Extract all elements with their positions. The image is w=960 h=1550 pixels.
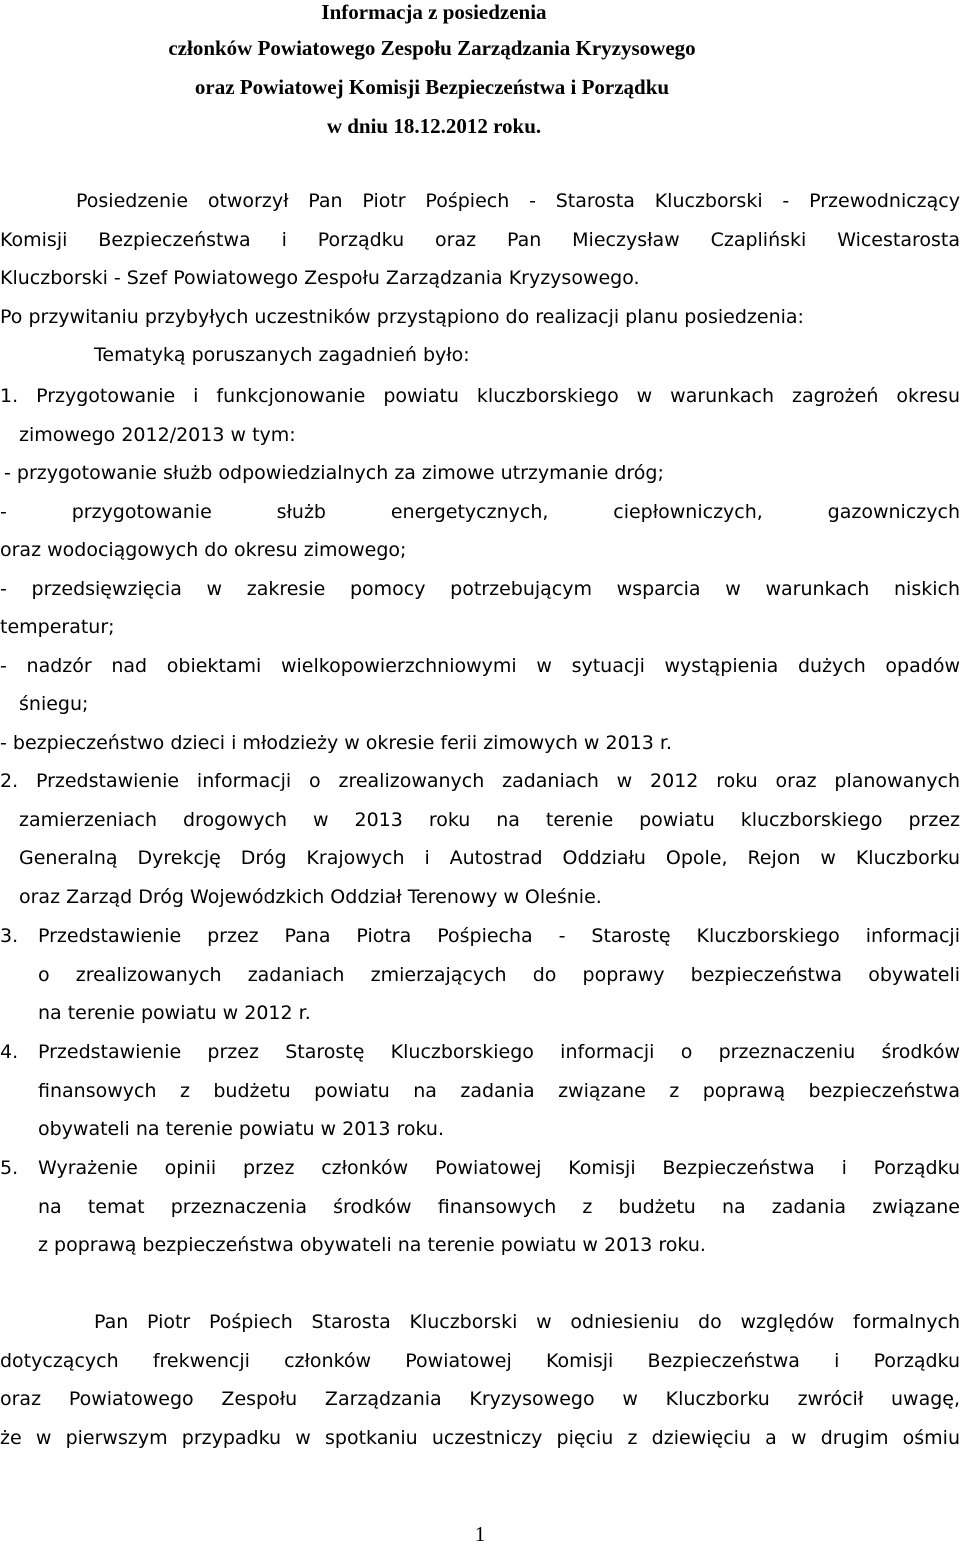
document-title-line-3: oraz Powiatowej Komisji Bezpieczeństwa i Porządku — [194, 75, 670, 99]
agenda-item-1-line-6: - przedsięwzięcia w zakresie pomocy potrzebującym wsparcia w warunkach niskich — [0, 577, 960, 600]
intro-line-3: Kluczborski - Szef Powiatowego Zespołu Zarządzania Kryzysowego. — [0, 267, 640, 289]
agenda-item-5-line-3: z poprawą bezpieczeństwa obywateli na terenie powiatu w 2013 roku. — [38, 1234, 706, 1256]
agenda-item-1-line-4: - przygotowanie służb energetycznych, ciepłowniczych, gazowniczych — [0, 500, 960, 523]
closing-paragraph — [0, 1303, 960, 1457]
agenda-item-1-line-8: - nadzór nad obiektami wielkopowierzchniowymi w sytuacji wystąpienia dużych opadów — [0, 654, 960, 677]
closing-line-1: Pan Piotr Pośpiech Starosta Kluczborski w odniesieniu do względów formalnych — [94, 1311, 960, 1333]
agenda-item-1-line-5: oraz wodociągowych do okresu zimowego; — [0, 539, 407, 561]
agenda-item-4-line-1: Przedstawienie przez Starostę Kluczborskiego informacji o przeznaczeniu środków — [38, 1041, 960, 1063]
agenda-item-4-number: 4. — [0, 1041, 19, 1063]
agenda-item-2 — [0, 762, 960, 916]
document-title-date: w dniu 18.12.2012 roku. — [326, 114, 542, 138]
agenda-item-2-line-3: Generalną Dyrekcję Dróg Krajowych i Autostrad Oddziału Opole, Rejon w Kluczborku — [19, 847, 960, 869]
agenda-item-3-line-1: Przedstawienie przez Pana Piotra Pośpiecha - Starostę Kluczborskiego informacji — [38, 925, 960, 947]
agenda-item-1-line-2: zimowego 2012/2013 w tym: — [19, 423, 296, 446]
intro-line-1: Posiedzenie otworzył Pan Piotr Pośpiech - Starosta Kluczborski - Przewodniczący — [76, 190, 960, 212]
agenda-item-1-line-1: 1. Przygotowanie i funkcjonowanie powiatu kluczborskiego w warunkach zagrożeń okresu — [0, 385, 960, 407]
agenda-item-1-line-9: śniegu; — [19, 693, 89, 715]
agenda-item-3 — [0, 917, 960, 1033]
closing-line-4: że w pierwszym przypadku w spotkaniu uczestniczy pięciu z dziewięciu a w drugim ośmiu — [0, 1426, 960, 1449]
intro-paragraph — [0, 182, 960, 375]
agenda-heading: Tematyką poruszanych zagadnień było: — [94, 344, 470, 366]
agenda-item-3-line-2: o zrealizowanych zadaniach zmierzających do poprawy bezpieczeństwa obywateli — [38, 963, 960, 986]
agenda-item-1-line-3: - przygotowanie służb odpowiedzialnych za zimowe utrzymanie dróg; — [4, 462, 664, 484]
agenda-item-1 — [0, 377, 960, 762]
agenda-item-5-line-2: na temat przeznaczenia środków finansowych z budżetu na zadania związane — [38, 1195, 960, 1218]
agenda-item-3-line-3: na terenie powiatu w 2012 r. — [38, 1002, 311, 1024]
document-title: Informacja z posiedzenia — [321, 0, 547, 24]
page-number: 1 — [474, 1522, 486, 1546]
agenda-item-5-number: 5. — [0, 1157, 19, 1179]
agenda-item-2-line-1: 2. Przedstawienie informacji o zrealizowanych zadaniach w 2012 roku oraz planowanych — [0, 770, 960, 792]
agenda-item-3-number: 3. — [0, 925, 19, 947]
agenda-item-4 — [0, 1033, 960, 1149]
intro-line-2: Komisji Bezpieczeństwa i Porządku oraz Pan Mieczysław Czapliński Wicestarosta — [0, 228, 960, 251]
agenda-item-2-line-4: oraz Zarząd Dróg Wojewódzkich Oddział Terenowy w Oleśnie. — [19, 885, 602, 908]
intro-line-4: Po przywitaniu przybyłych uczestników przystąpiono do realizacji planu posiedzenia: — [0, 305, 804, 328]
agenda-item-4-line-3: obywateli na terenie powiatu w 2013 roku. — [38, 1118, 445, 1140]
agenda-item-4-line-2: finansowych z budżetu powiatu na zadania związane z poprawą bezpieczeństwa — [38, 1079, 960, 1102]
agenda-item-5 — [0, 1149, 960, 1265]
closing-line-2: dotyczących frekwencji członków Powiatowej Komisji Bezpieczeństwa i Porządku — [0, 1349, 960, 1372]
closing-line-3: oraz Powiatowego Zespołu Zarządzania Kryzysowego w Kluczborku zwrócił uwagę, — [0, 1388, 960, 1410]
agenda-item-5-line-1: Wyrażenie opinii przez członków Powiatowej Komisji Bezpieczeństwa i Porządku — [38, 1157, 960, 1179]
agenda-item-2-line-2: zamierzeniach drogowych w 2013 roku na terenie powiatu kluczborskiego przez — [19, 808, 960, 831]
document-title-line-2: członków Powiatowego Zespołu Zarządzania Kryzysowego — [168, 36, 696, 60]
agenda-item-1-line-7: temperatur; — [0, 616, 115, 638]
agenda-item-1-line-10: - bezpieczeństwo dzieci i młodzieży w okresie ferii zimowych w 2013 r. — [0, 731, 672, 754]
